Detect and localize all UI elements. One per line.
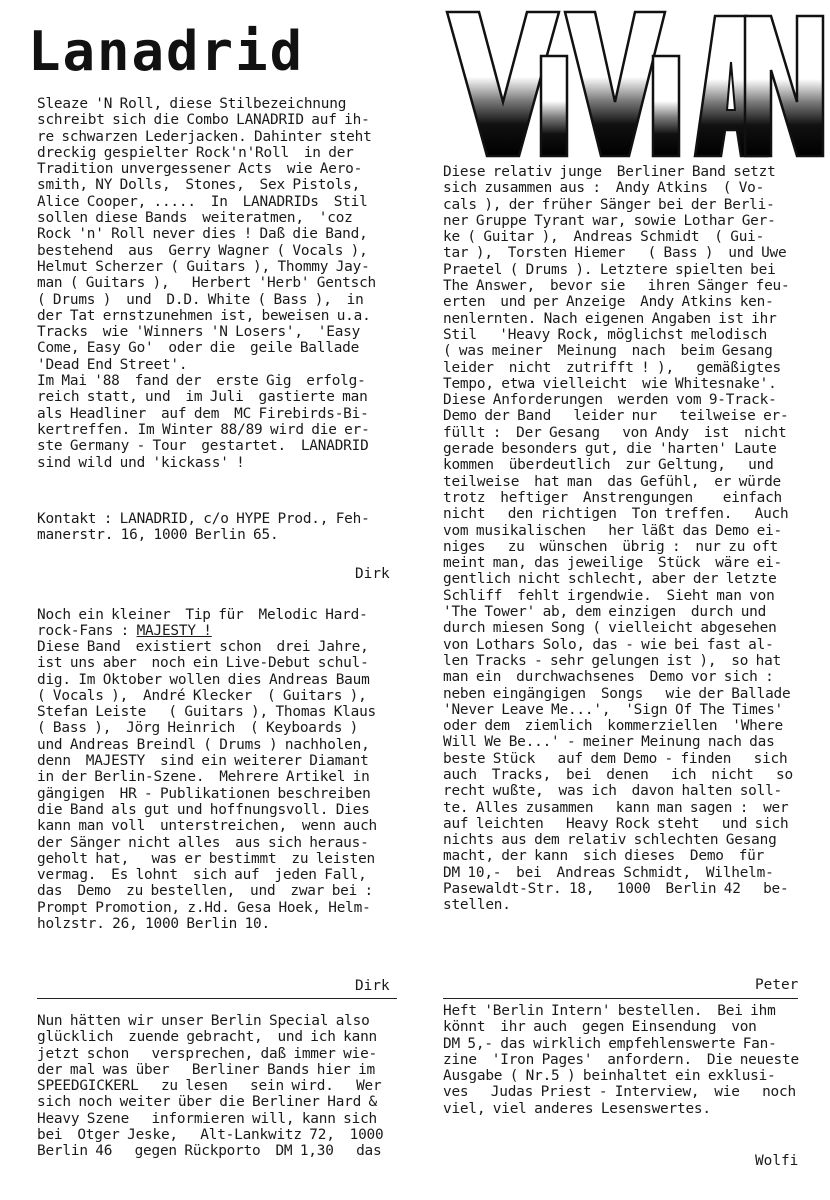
lanadrid-signature: Dirk [355, 566, 390, 582]
vivian-signature: Peter [755, 977, 799, 993]
outro-signature: Wolfi [755, 1153, 799, 1169]
majesty-intro [37, 607, 368, 640]
vivian-article-text: Diese relativ junge Berliner Band setzt sich zusammen aus : Andy Atkins ( Vo- cals ), der früher Sänger bei der Berli- ner Gruppe Tyrant war, sowie Lothar Ger- ke ( Guitar ), Andreas Schmidt ( Gui- tar ), Torsten Hiemer ( Bass ) und Uwe Praetel ( Drums ). Letztere spielten bei The Answer, bevor sie ihren Sänger feu- erten und per Anzeige Andy Atkins ken- nenlernten. Nach eigenen Angaben ist ihr Stil 'Heavy Rock, möglichst melodisch ( was meiner Meinung nach beim Gesang leider nicht zutrifft ! ), gemäßigtes Tempo, etwa vielleicht wie Whitesnake'. Diese Anforderungen werden vom 9-Track- Demo der Band leider nur teilweise er- füllt : Der Gesang von Andy ist nicht gerade besonders gut, die 'harten' Laute kommen überdeutlich zur Geltung, und teilweise hat man das Gefühl, er würde trotz heftiger Anstrengungen einfach nicht den richtigen Ton treffen. Auch vom musikalischen her läßt das Demo ei- niges zu wünschen übrig : nur zu oft meint man, das jeweilige Stück wäre ei- gentlich nicht schlecht, aber der letzte Schliff fehlt irgendwie. Sieht man von 'The Tower' ab, dem einzigen durch und durch miesen Song ( vielleicht abgesehen von Lothars Solo, das - wie bei fast al- len Tracks - sehr gelungen ist ), so hat man ein durchwachsenes Demo vor sich : neben eingängigen Songs wie der Ballade 'Never Leave Me...', 'Sign Of The Times' oder dem ziemlich kommerziellen 'Where Will We Be...' - meiner Meinung nach das beste Stück auf dem Demo - finden sich auch Tracks, bei denen ich nicht so recht wußte, was ich davon halten soll- te. Alles zusammen kann man sagen : wer auf leichten Heavy Rock steht und sich nichts aus dem relativ schlechten Gesang macht, der kann sich dieses Demo für DM 10,- bei Andreas Schmidt, Wilhelm- Pasewaldt-Str. 18, 1000 Berlin 42 be- stellen. [443, 164, 793, 914]
majesty-article-text: Diese Band existiert schon drei Jahre, ist uns aber noch ein Live-Debut schul- dig. Im Oktober wollen dies Andreas Baum ( Vocals ), André Klecker ( Guitars ), Stefan Leiste ( Guitars ), Thomas Klaus ( Bass ), Jörg Heinrich ( Keyboards ) und Andreas Breindl ( Drums ) nachholen, denn MAJESTY sind ein weiterer Diamant in der Berlin-Szene. Mehrere Artikel in gängigen HR - Publikationen beschreiben die Band als gut und hoffnungsvoll. Dies kann man voll unterstreichen, wenn auch der Sänger nicht alles aus sich heraus- geholt hat, was er bestimmt zu leisten vermag. Es lohnt sich auf jeden Fall, das Demo zu bestellen, und zwar bei : Prompt Promotion, z.Hd. Gesa Hoek, Helm- holzstr. 26, 1000 Berlin 10. [37, 639, 378, 933]
vivian-logo [445, 6, 825, 164]
lanadrid-title: Lanadrid [28, 20, 305, 83]
lanadrid-contact: Kontakt : LANADRID, c/o HYPE Prod., Feh- manerstr. 16, 1000 Berlin 65. [37, 511, 370, 544]
lanadrid-article-text: Sleaze 'N Roll, diese Stilbezeichnung schreibt sich die Combo LANADRID auf ih- re schwarzen Lederjacken. Dahinter steht dreckig gespielter Rock'n'Roll in der Tradition unvergessener Acts wie Aero- smith, NY Dolls, Stones, Sex Pistols, Alice Cooper, ..... In LANADRIDs Stil sollen diese Bands weiteratmen, 'coz Rock 'n' Roll never dies ! Daß die Band, bestehend aus Gerry Wagner ( Vocals ), Helmut Scherzer ( Guitars ), Thommy Jay- man ( Guitars ), Herbert 'Herb' Gentsch ( Drums ) und D.D. White ( Bass ), in der Tat ernstzunehmen ist, beweisen u.a. Tracks wie 'Winners 'N Losers', 'Easy Come, Easy Go' oder die geile Ballade 'Dead End Street'. Im Mai '88 fand der erste Gig erfolg- reich statt, und im Juli gastierte man als Headliner auf dem MC Firebirds-Bi- kertreffen. Im Winter 88/89 wird die er- ste Germany - Tour gestartet. LANADRID sind wild und 'kickass' ! [37, 96, 377, 471]
majesty-signature: Dirk [355, 978, 390, 994]
outro-text-left: Nun hätten wir unser Berlin Special also glücklich zuende gebracht, und ich kann jetzt schon versprechen, daß immer wie- der mal was über Berliner Bands hier im SPEEDGICKERL zu lesen sein wird. Wer sich noch weiter über die Berliner Hard & Heavy Szene informieren will, kann sich bei Otger Jeske, Alt-Lankwitz 72, 1000 Berlin 46 gegen Rückporto DM 1,30 das [37, 1013, 384, 1160]
divider-right [443, 998, 798, 999]
divider-left [37, 998, 397, 999]
outro-text-right: Heft 'Berlin Intern' bestellen. Bei ihm könnt ihr auch gegen Einsendung von DM 5,- das wirklich empfehlenswerte Fan- zine 'Iron Pages' anfordern. Die neueste Ausgabe ( Nr.5 ) beinhaltet ein exklusi- ves Judas Priest - Interview, wie noch viel, viel anderes Lesenswertes. [443, 1003, 799, 1117]
majesty-name-underlined: MAJESTY ! [136, 623, 212, 640]
majesty-intro-text: Noch ein kleiner Tip für Melodic Hard- rock-Fans : [37, 607, 368, 640]
